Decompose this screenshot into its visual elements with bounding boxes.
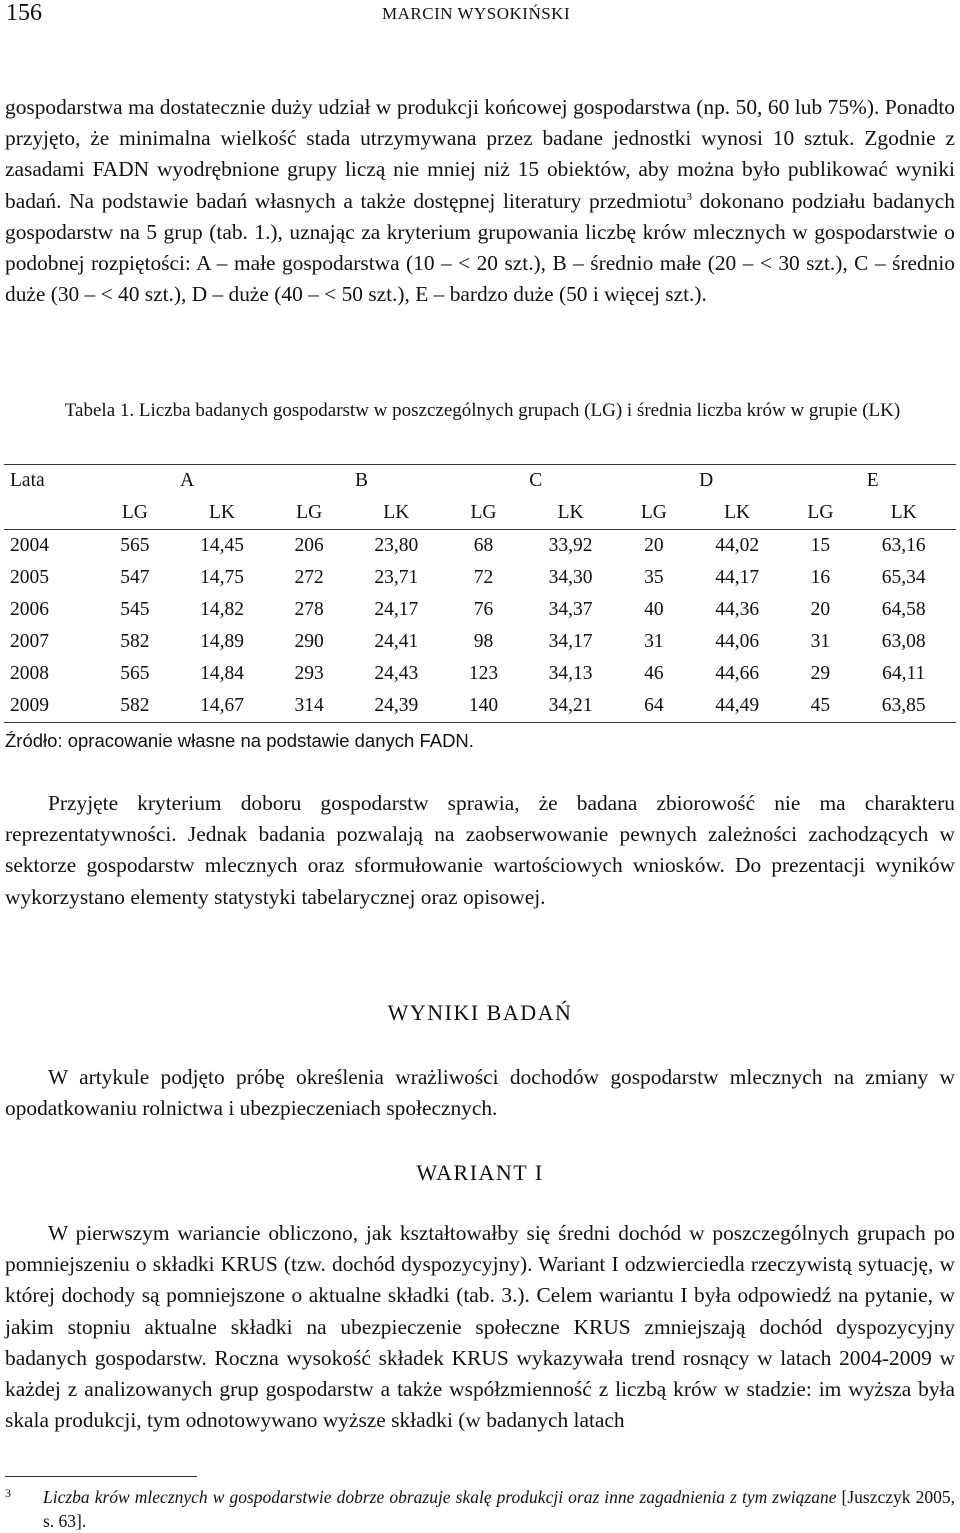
header-measure: LK <box>518 497 623 530</box>
table-row <box>4 626 956 658</box>
table-cell: 64,58 <box>881 599 926 620</box>
table-cell: 63,08 <box>881 631 926 652</box>
table-cell: 40 <box>644 599 664 620</box>
table-cell: 14,84 <box>200 663 244 684</box>
table-cell: 272 <box>294 567 324 588</box>
table-cell: 24,41 <box>374 631 419 652</box>
table-cell: 31 <box>644 631 664 652</box>
table-cell: 20 <box>644 535 664 556</box>
row-year: 2008 <box>10 663 49 684</box>
table-source-note: Źródło: opracowanie własne na podstawie danych FADN. <box>5 730 474 751</box>
footnote-citation: [Juszczyk 2005, s. 63]. <box>43 1487 955 1531</box>
row-year: 2005 <box>10 567 49 588</box>
footnote-mark: 3 <box>5 1486 11 1500</box>
table-cell: 20 <box>810 599 831 620</box>
table-cell: 44,06 <box>715 631 760 652</box>
header-group-d: D <box>623 465 790 498</box>
table-cell: 23,80 <box>374 535 419 556</box>
table-cell: 14,82 <box>200 599 244 620</box>
footnote-text <box>43 1485 955 1533</box>
table-cell: 545 <box>120 599 150 620</box>
header-measure: LG <box>274 497 344 530</box>
table-cell: 14,89 <box>200 631 244 652</box>
table-cell: 24,43 <box>374 663 419 684</box>
table-cell: 29 <box>810 663 831 684</box>
running-head <box>6 0 954 30</box>
footnote <box>5 1485 955 1533</box>
header-measure: LG <box>789 497 851 530</box>
footnote-reference[interactable]: 3 <box>686 190 692 203</box>
footnote-separator <box>5 1476 197 1477</box>
paragraph-methods <box>5 92 955 310</box>
table-caption <box>10 396 955 426</box>
table-cell: 34,17 <box>548 631 593 652</box>
table-cell: 63,85 <box>851 690 956 723</box>
table-cell: 45 <box>789 690 851 723</box>
table-cell: 14,45 <box>200 535 244 556</box>
running-head-author: MARCIN WYSOKIŃSKI <box>382 4 571 23</box>
header-group-e: E <box>789 465 956 498</box>
table-cell: 565 <box>120 535 150 556</box>
table-cell: 68 <box>473 535 494 556</box>
table-cell: 24,17 <box>374 599 419 620</box>
table-row <box>4 594 956 626</box>
table-cell: 23,71 <box>374 567 419 588</box>
table-cell: 34,21 <box>518 690 623 723</box>
page-number: 156 <box>6 0 42 26</box>
header-measure: LG <box>623 497 685 530</box>
paragraph-variant-1: W pierwszym wariancie obliczono, jak kształtowałby się średni dochód w poszczególnych grupach po pomniejszeniu o składki KRUS (tzw. dochód dyspozycyjny). Wariant I odzwierciedla rzeczywistą sytuację, w której dochody są pomniejszone o aktualne składki (tab. 3.). Celem wariantu I była odpowiedź na pytanie, w jakim stopniu aktualne składki na ubezpieczenie społeczne KRUS zmniejszają dochód dyspozycyjny badanych gospodarstw. Roczna wysokość składek KRUS wykazywała trend rosnący w latach 2004-2009 w każdej z analizowanych grup gospodarstw a także współzmienność z liczbą krów w stadzie: im wyższa była skala produkcji, tym odnotowywano wyższe składki (w badanych latach <box>5 1221 955 1433</box>
header-measure: LK <box>344 497 449 530</box>
table-cell: 65,34 <box>881 567 926 588</box>
table-cell: 547 <box>120 567 150 588</box>
header-measure: LK <box>685 497 790 530</box>
table-cell: 44,49 <box>685 690 790 723</box>
table-cell: 34,30 <box>548 567 593 588</box>
table-row <box>4 690 956 723</box>
table-row <box>4 658 956 690</box>
table-cell: 63,16 <box>881 535 926 556</box>
footnote-italic-text: Liczba krów mlecznych w gospodarstwie dobrze obrazuje skalę produkcji oraz inne zagadnienia z tym związane <box>43 1487 837 1507</box>
header-group-b: B <box>274 465 448 498</box>
table-cell: 44,02 <box>715 535 760 556</box>
row-year: 2004 <box>10 535 49 556</box>
table-cell: 15 <box>810 535 831 556</box>
row-year: 2006 <box>10 599 49 620</box>
header-year: Lata <box>4 465 100 498</box>
paragraph-methods-part2: dokonano podziału badanych gospodarstw na 5 grup (tab. 1.), uznając za kryterium grupowania liczbę krów mlecznych w gospodarstwie o podobnej rozpiętości: A – małe gospodarstwa (10 – < 20 szt.), B – średnio małe (20 – < 30 szt.), C – średnio duże (30 – < 40 szt.), D – duże (40 – < 50 szt.), E – bardzo duże (50 i więcej szt.). <box>5 188 955 307</box>
header-group-c: C <box>449 465 623 498</box>
table-cell: 14,75 <box>200 567 244 588</box>
table-cell: 565 <box>120 663 150 684</box>
header-group-a: A <box>100 465 274 498</box>
table-caption-text: Tabela 1. Liczba badanych gospodarstw w poszczególnych grupach (LG) i średnia liczba krów w grupie (LK) <box>64 400 901 421</box>
table-header-row-measures <box>4 497 956 530</box>
row-year: 2007 <box>10 631 49 652</box>
table-cell: 14,67 <box>170 690 275 723</box>
table-row <box>4 530 956 563</box>
section-heading-results: WYNIKI BADAŃ <box>387 1000 573 1025</box>
table-cell: 34,13 <box>548 663 593 684</box>
table-cell: 290 <box>294 631 324 652</box>
table-cell: 582 <box>120 631 150 652</box>
table-header-row-groups <box>4 465 956 498</box>
table-cell: 293 <box>294 663 324 684</box>
header-measure: LG <box>449 497 519 530</box>
table-cell: 44,36 <box>715 599 760 620</box>
table-cell: 98 <box>473 631 494 652</box>
table-cell: 33,92 <box>548 535 593 556</box>
table-cell: 582 <box>100 690 170 723</box>
table-cell: 76 <box>473 599 494 620</box>
table-cell: 206 <box>294 535 324 556</box>
section-heading-variant-1: WARIANT I <box>416 1160 544 1185</box>
table-cell: 24,39 <box>344 690 449 723</box>
table-cell: 34,37 <box>548 599 593 620</box>
paragraph-methods-part1: gospodarstwa ma dostatecznie duży udział w produkcji końcowej gospodarstwa (np. 50, 60 lub 75%). Ponadto przyjęto, że minimalna wielkość stada utrzymywana przez badane jednostki wynosi 10 sztuk. Zgodnie z zasadami FADN wyodrębnione grupy liczą nie mniej niż 15 obiektów, aby można było publikować wyniki badań. Na podstawie badań własnych a także dostępnej literatury przedmiotu <box>5 95 955 213</box>
table-cell: 44,66 <box>715 663 760 684</box>
header-measure: LG <box>100 497 170 530</box>
table-cell: 314 <box>274 690 344 723</box>
table-cell: 64 <box>623 690 685 723</box>
table-row <box>4 562 956 594</box>
table-cell: 31 <box>810 631 831 652</box>
table-cell: 16 <box>810 567 831 588</box>
table-cell: 44,17 <box>715 567 760 588</box>
header-measure: LK <box>851 497 956 530</box>
header-measure: LK <box>170 497 275 530</box>
table-cell: 72 <box>473 567 494 588</box>
data-table <box>4 464 956 723</box>
row-year: 2009 <box>4 690 100 723</box>
table-cell: 64,11 <box>882 663 926 684</box>
table-cell: 140 <box>449 690 519 723</box>
table-cell: 35 <box>644 567 664 588</box>
header-spacer <box>4 497 100 530</box>
table-cell: 123 <box>468 663 499 684</box>
table-cell: 46 <box>644 663 664 684</box>
paragraph-results-intro: W artykule podjęto próbę określenia wrażliwości dochodów gospodarstw mlecznych na zmiany w opodatkowaniu rolnictwa i ubezpieczeniach społecznych. <box>5 1065 955 1121</box>
table-cell: 278 <box>294 599 324 620</box>
paragraph-criteria: Przyjęte kryterium doboru gospodarstw sprawia, że badana zbiorowość nie ma charakteru reprezentatywności. Jednak badania pozwalają na zaobserwowanie pewnych zależności zachodzących w sektorze gospodarstw mlecznych oraz sformułowanie wartościowych wniosków. Do prezentacji wyników wykorzystano elementy statystyki tabelarycznej oraz opisowej. <box>5 791 955 909</box>
